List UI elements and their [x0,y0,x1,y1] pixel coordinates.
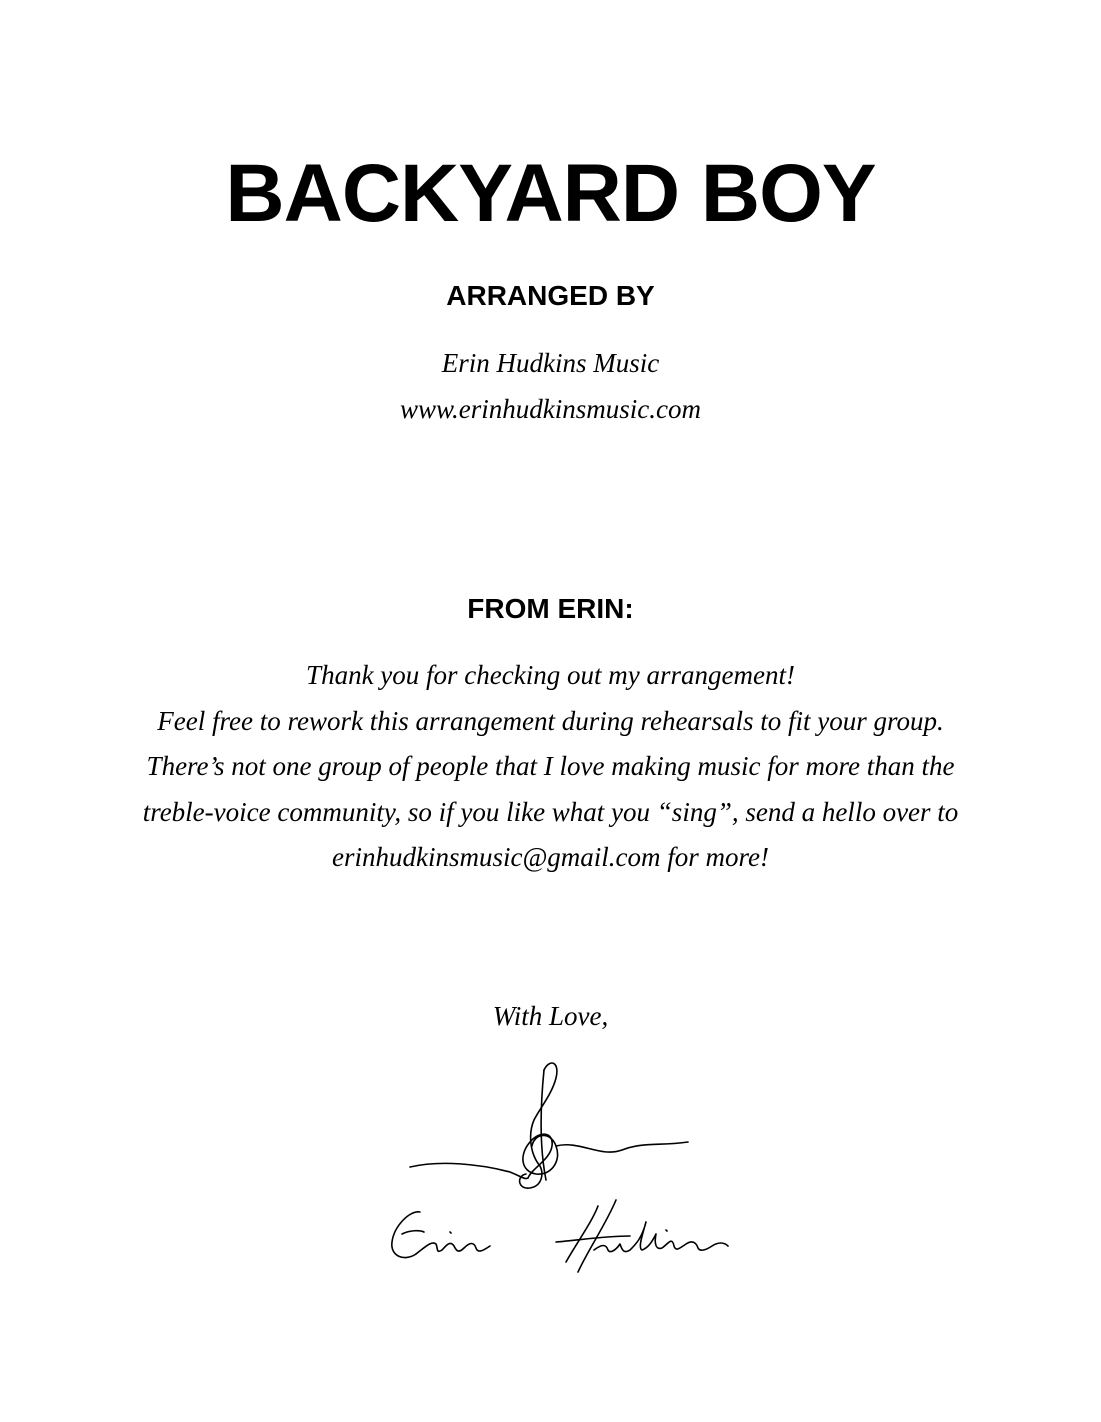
arranged-by-heading: ARRANGED BY [446,280,655,311]
closing-line: With Love, [492,1001,609,1031]
from-erin-heading: FROM ERIN: [467,593,634,624]
arranger-name: Erin Hudkins Music [441,348,660,378]
signature [380,1050,740,1280]
note-line: Thank you for checking out my arrangement! [306,660,795,690]
treble-clef-icon [410,1063,688,1188]
song-title: BACKYARD BOY [225,148,876,239]
note-line: erinhudkinsmusic@gmail.com for more! [331,842,770,872]
note-line: There’s not one group of people that I love making music for more than the [146,751,955,781]
note-paragraph [0,653,1101,881]
arranger-website: www.erinhudkinsmusic.com [400,394,701,424]
note-line: Feel free to rework this arrangement during rehearsals to fit your group. [157,705,944,736]
signature-script [392,1200,728,1272]
note-line: treble-voice community, so if you like what you “sing”, send a hello over to [142,796,959,827]
